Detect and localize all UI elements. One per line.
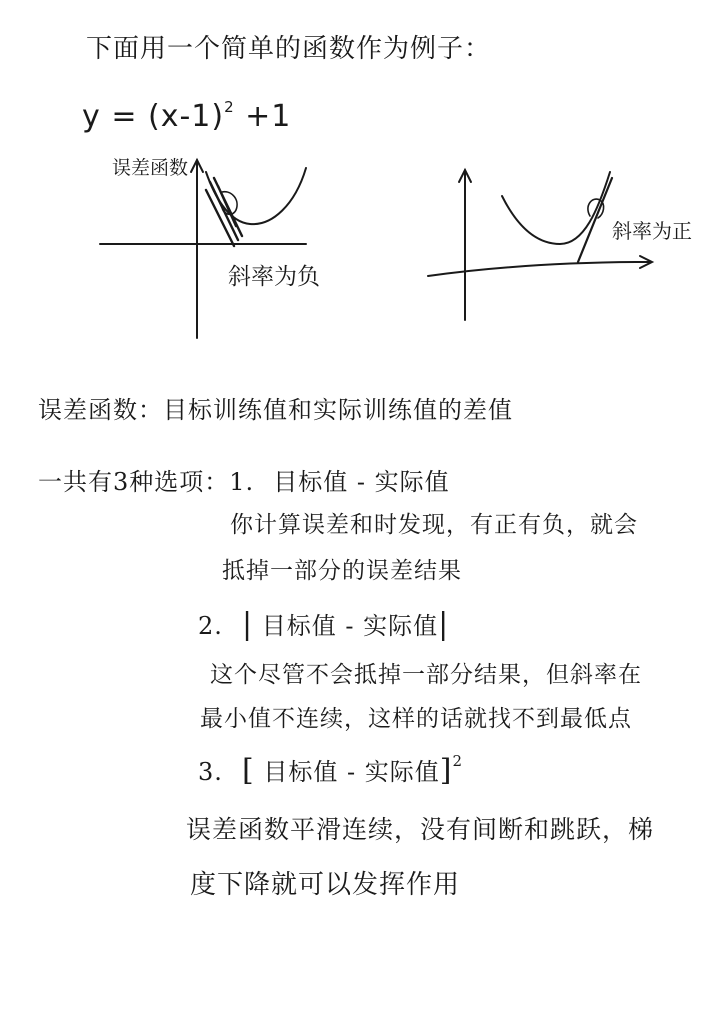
option-1-description-line-1: 你计算误差和时发现，有正有负，就会 <box>230 512 638 538</box>
option-3-row <box>198 752 463 788</box>
option-2-abs-left: | <box>242 607 254 642</box>
right-graph-slope-label: 斜率为正 <box>612 219 692 243</box>
option-3-number: 3. <box>198 758 223 786</box>
right-graph-x-axis <box>428 262 650 276</box>
left-graph <box>100 160 306 338</box>
option-3-bracket-right: ] <box>439 753 453 788</box>
option-1-expression: 目标值 - 实际值 <box>273 468 450 496</box>
right-graph-tangent <box>578 178 612 262</box>
note-title: 下面用一个简单的函数作为例子： <box>86 34 492 64</box>
formula-lhs: y <box>82 99 101 134</box>
formula-tail: +1 <box>245 99 292 134</box>
option-2-description-line-1: 这个尽管不会抵掉一部分结果，但斜率在 <box>210 662 642 688</box>
option-3-description-line-2: 度下降就可以发挥作用 <box>190 870 461 900</box>
option-2-abs-right: | <box>438 607 450 642</box>
formula-exponent: 2 <box>224 98 235 116</box>
option-3-expression: 目标值 - 实际值 <box>263 758 440 786</box>
right-graph <box>428 170 652 320</box>
option-2-description-line-2: 最小值不连续，这样的话就找不到最低点 <box>200 706 632 732</box>
option-3-description-line-1: 误差函数平滑连续，没有间断和跳跃，梯 <box>186 815 655 844</box>
error-function-definition: 误差函数：目标训练值和实际训练值的差值 <box>38 396 513 424</box>
option-1-description-line-2: 抵掉一部分的误差结果 <box>222 558 462 584</box>
left-graph-slope-label: 斜率为负 <box>228 264 320 290</box>
right-graph-curve <box>502 172 610 244</box>
option-2-number: 2. <box>198 612 223 640</box>
option-2-expression: 目标值 - 实际值 <box>261 612 439 640</box>
left-graph-y-label: 误差函数 <box>112 157 189 179</box>
option-3-bracket-left: [ <box>242 753 255 788</box>
options-intro: 一共有3种选项： <box>38 468 230 496</box>
option-1-number: 1. <box>229 468 255 496</box>
option-2-row <box>198 606 449 642</box>
option-3-exponent: 2 <box>452 752 463 770</box>
formula-equals: = <box>111 99 138 134</box>
left-graph-curve <box>206 168 306 224</box>
formula-body: (x-1) <box>148 99 225 134</box>
option-1-row <box>38 462 450 497</box>
